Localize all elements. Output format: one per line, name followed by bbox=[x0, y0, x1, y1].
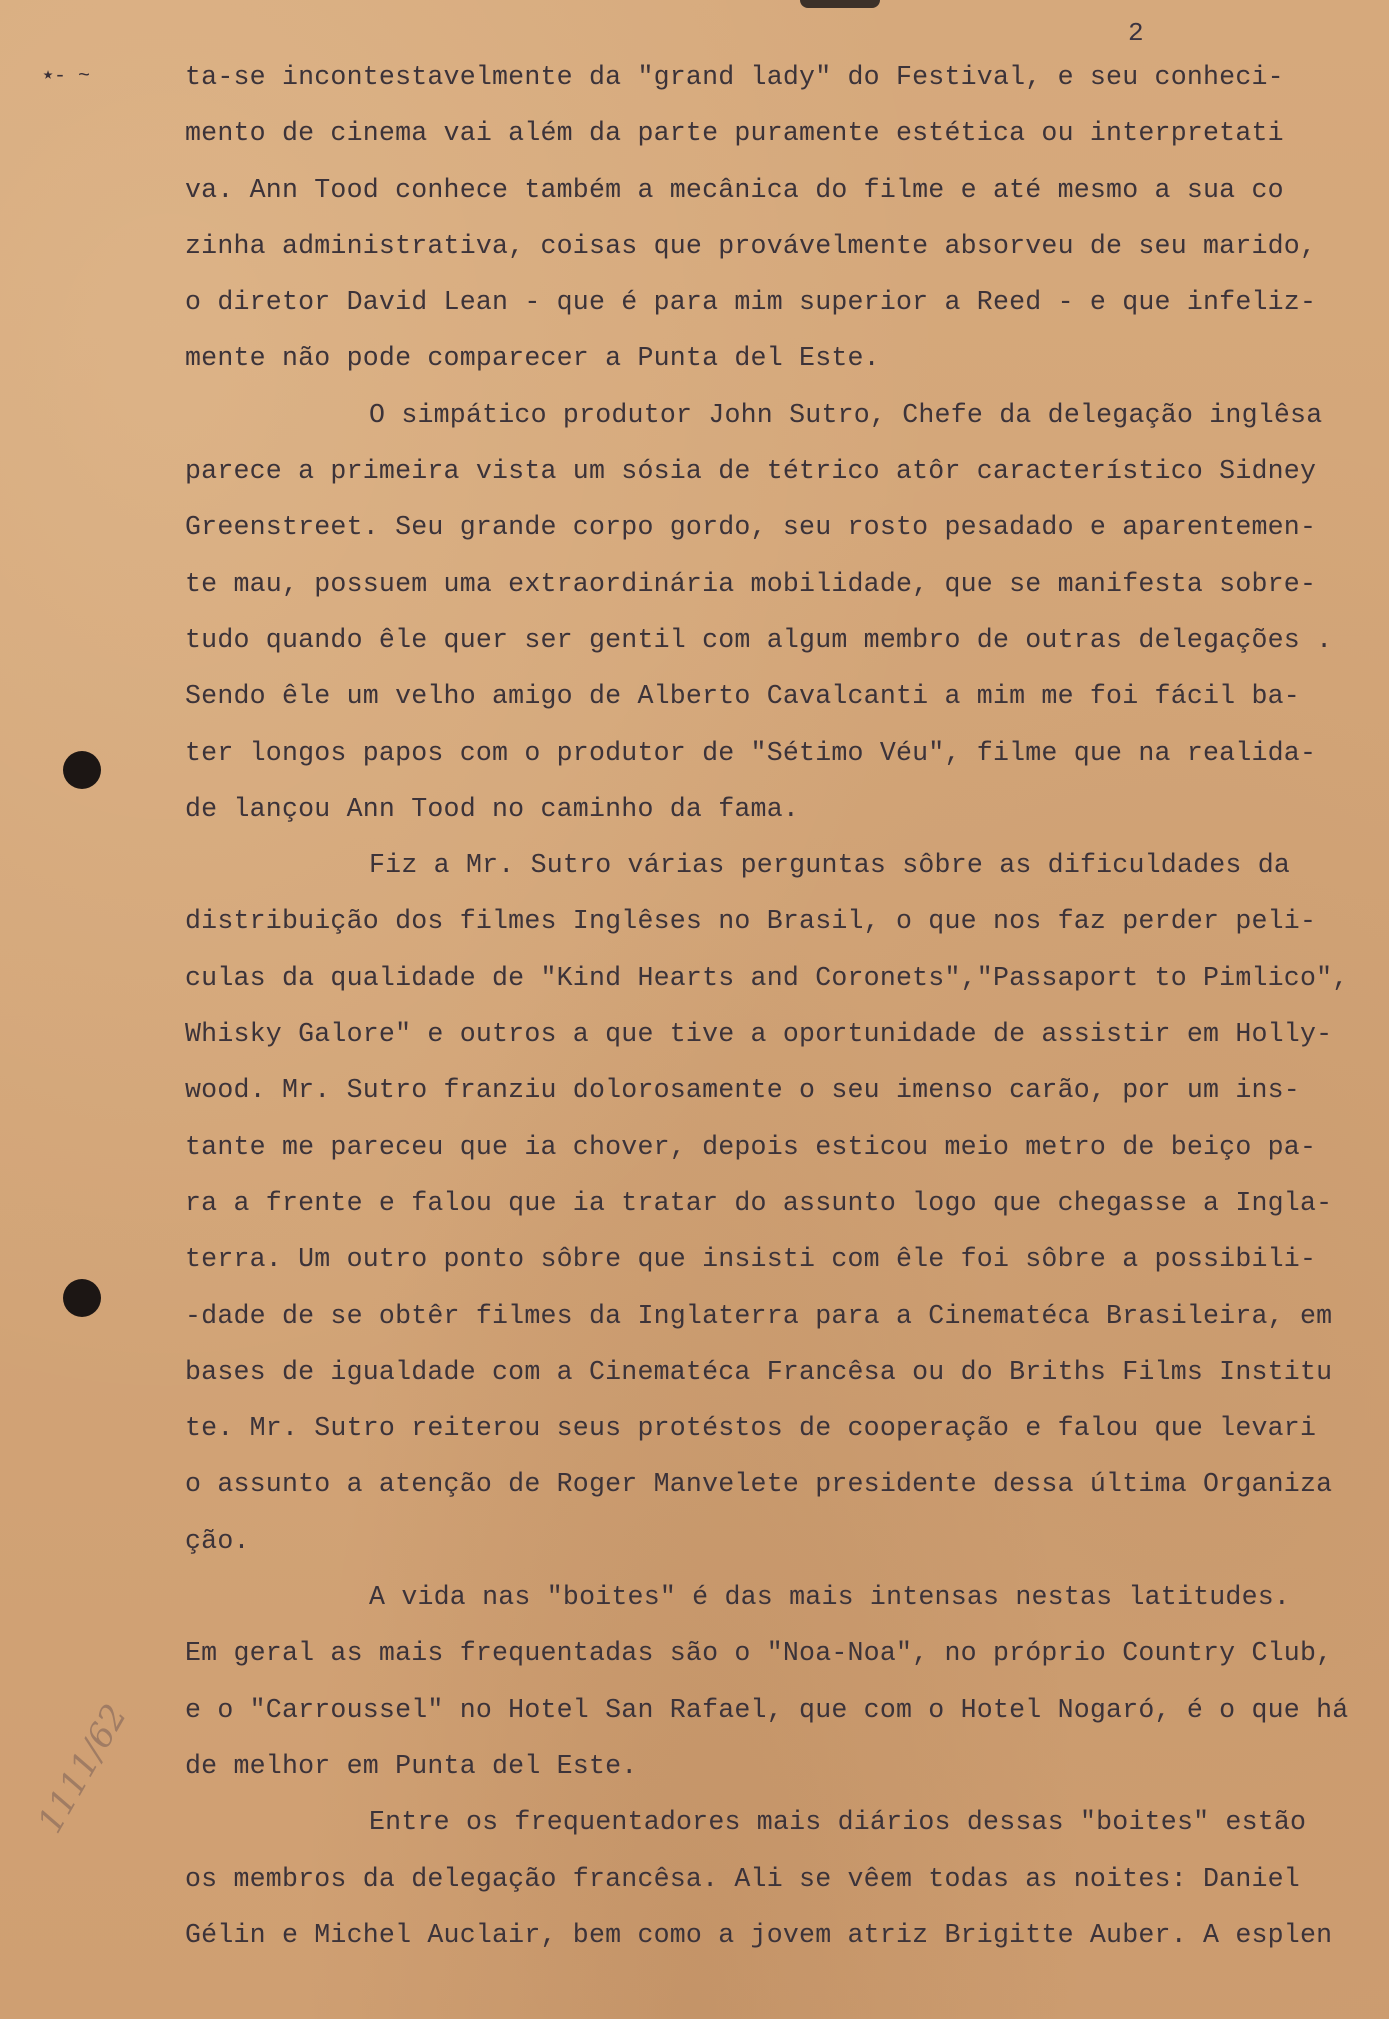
text-line: de melhor em Punta del Este. bbox=[185, 1750, 638, 1781]
text-line: A vida nas "boites" é das mais intensas nestas latitudes. bbox=[369, 1582, 1291, 1613]
text-line: zinha administrativa, coisas que provávelmente absorveu de seu marido, bbox=[185, 230, 1317, 261]
paragraph bbox=[185, 57, 1385, 395]
text-line: Em geral as mais frequentadas são o "Noa-Noa", no próprio Country Club, bbox=[185, 1638, 1333, 1669]
text-line: wood. Mr. Sutro franziu dolorosamente o seu imenso carão, por um ins- bbox=[185, 1075, 1300, 1106]
text-line: -dade de se obtêr filmes da Inglaterra para a Cinematéca Brasileira, em bbox=[185, 1300, 1333, 1331]
text-line: e o "Carroussel" no Hotel San Rafael, que com o Hotel Nogaró, é o que há bbox=[185, 1694, 1349, 1725]
paragraph bbox=[185, 1577, 1385, 1802]
paragraph bbox=[185, 1802, 1385, 1971]
text-line: bases de igualdade com a Cinematéca Francêsa ou do Briths Films Institu bbox=[185, 1356, 1333, 1387]
text-line: va. Ann Tood conhece também a mecânica do filme e até mesmo a sua co bbox=[185, 174, 1284, 205]
text-line: o diretor David Lean - que é para mim superior a Reed - e que infeliz- bbox=[185, 287, 1317, 318]
text-line: ção. bbox=[185, 1525, 250, 1556]
text-line: mento de cinema vai além da parte puramente estética ou interpretati bbox=[185, 118, 1284, 149]
paragraph bbox=[185, 845, 1385, 1577]
text-line: tante me pareceu que ia chover, depois esticou meio metro de beiço pa- bbox=[185, 1131, 1317, 1162]
text-line: de lançou Ann Tood no caminho da fama. bbox=[185, 793, 800, 824]
text-line: tudo quando êle quer ser gentil com algum membro de outras delegações . bbox=[185, 624, 1333, 655]
text-line: os membros da delegação francêsa. Ali se vêem todas as noites: Daniel bbox=[185, 1863, 1300, 1894]
text-line: Fiz a Mr. Sutro várias perguntas sôbre as dificuldades da bbox=[369, 850, 1291, 881]
text-line: te. Mr. Sutro reiterou seus protéstos de cooperação e falou que levari bbox=[185, 1413, 1317, 1444]
text-line: distribuição dos filmes Inglêses no Brasil, o que nos faz perder peli- bbox=[185, 906, 1317, 937]
text-line: o assunto a atenção de Roger Manvelete presidente dessa última Organiza bbox=[185, 1469, 1333, 1500]
page-number: 2 bbox=[1128, 18, 1144, 48]
text-line: culas da qualidade de "Kind Hearts and Coronets","Passaport to Pimlico", bbox=[185, 962, 1349, 993]
paragraph bbox=[185, 395, 1385, 845]
text-line: mente não pode comparecer a Punta del Este. bbox=[185, 343, 880, 374]
ink-smudge bbox=[800, 0, 880, 8]
text-line: Entre os frequentadores mais diários dessas "boites" estão bbox=[369, 1807, 1307, 1838]
text-line: Gélin e Michel Auclair, bem como a jovem atriz Brigitte Auber. A esplen bbox=[185, 1919, 1333, 1950]
text-line: ter longos papos com o produtor de "Sétimo Véu", filme que na realida- bbox=[185, 737, 1317, 768]
text-line: ta-se incontestavelmente da "grand lady" do Festival, e seu conheci- bbox=[185, 62, 1284, 92]
punch-hole bbox=[63, 751, 101, 789]
text-line: terra. Um outro ponto sôbre que insisti com êle foi sôbre a possibili- bbox=[185, 1244, 1317, 1275]
text-line: O simpático produtor John Sutro, Chefe da delegação inglêsa bbox=[369, 399, 1323, 430]
text-line: parece a primeira vista um sósia de tétrico atôr característico Sidney bbox=[185, 456, 1317, 487]
pencil-annotation: 1111/62 bbox=[30, 1697, 136, 1840]
text-line: Whisky Galore" e outros a que tive a oportunidade de assistir em Holly- bbox=[185, 1019, 1333, 1050]
typed-text-body bbox=[185, 57, 1385, 1971]
text-line: Greenstreet. Seu grande corpo gordo, seu rosto pesadado e aparentemen- bbox=[185, 512, 1317, 543]
text-line: Sendo êle um velho amigo de Alberto Cavalcanti a mim me foi fácil ba- bbox=[185, 681, 1300, 712]
margin-mark: ٭- ~ bbox=[42, 65, 91, 88]
punch-hole bbox=[63, 1279, 101, 1317]
text-line: te mau, possuem uma extraordinária mobilidade, que se manifesta sobre- bbox=[185, 568, 1317, 599]
text-line: ra a frente e falou que ia tratar do assunto logo que chegasse a Ingla- bbox=[185, 1187, 1333, 1218]
